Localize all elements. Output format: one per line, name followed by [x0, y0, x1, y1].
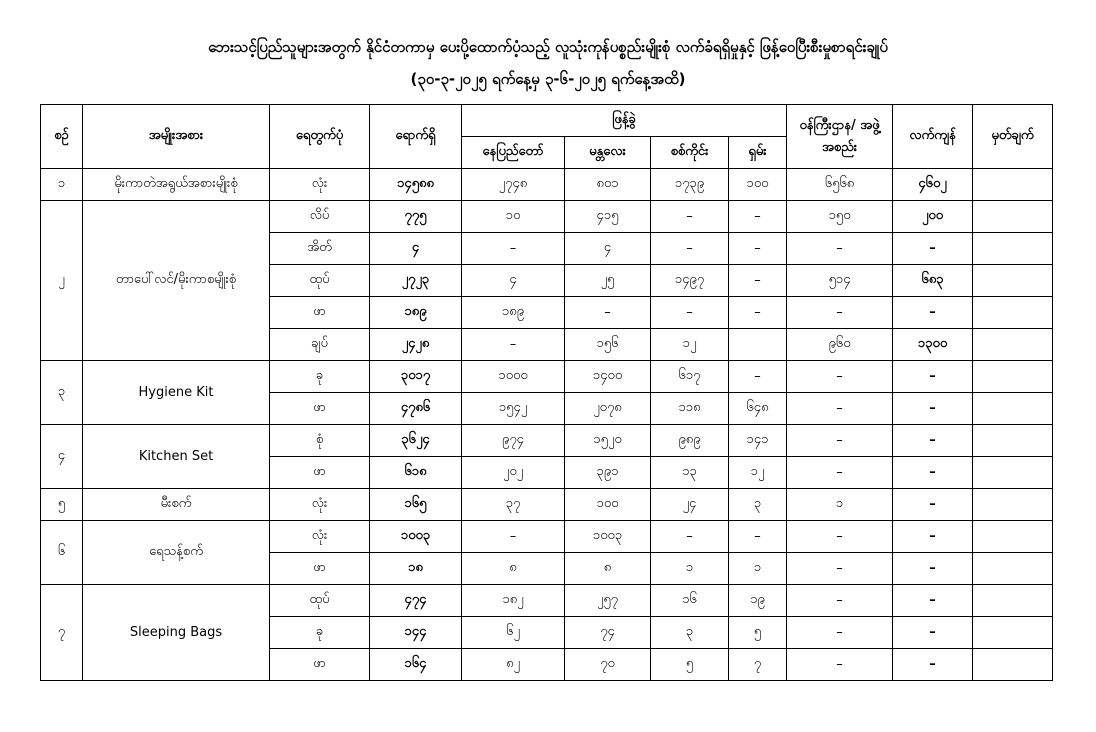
naypyitaw-cell: ၁၀: [462, 201, 565, 233]
header-mandalay: မန္တလေး: [565, 137, 651, 169]
remarks-cell: [973, 617, 1053, 649]
sagaing-cell: –: [651, 233, 729, 265]
naypyitaw-cell: ၈: [462, 553, 565, 585]
remarks-cell: [973, 457, 1053, 489]
unit-cell: ဖာ: [270, 553, 370, 585]
naypyitaw-cell: –: [462, 329, 565, 361]
distribution-table: [40, 104, 1053, 681]
header-shan: ရှမ်း: [729, 137, 787, 169]
received-cell: ၄: [370, 233, 462, 265]
balance-cell: –: [893, 233, 973, 265]
mandalay-cell: ၈၀၁: [565, 169, 651, 201]
ministries-cell: –: [787, 617, 893, 649]
item-cell: တာပေါ်လင်/မိုးကာစမျိုးစုံ: [83, 201, 270, 361]
balance-cell: –: [893, 489, 973, 521]
unit-cell: ထုပ်: [270, 585, 370, 617]
ministries-cell: ၁၅၀: [787, 201, 893, 233]
sagaing-cell: ၁၆: [651, 585, 729, 617]
remarks-cell: [973, 489, 1053, 521]
naypyitaw-cell: ၃၇: [462, 489, 565, 521]
serial-cell: ၇: [41, 585, 83, 681]
mandalay-cell: ၄: [565, 233, 651, 265]
mandalay-cell: ၁၀၀၃: [565, 521, 651, 553]
sagaing-cell: ၁၁၈: [651, 393, 729, 425]
balance-cell: ၄၆၀၂: [893, 169, 973, 201]
header-unit: ရေတွက်ပုံ: [270, 105, 370, 169]
table-row: [41, 361, 1053, 393]
table-row: [41, 425, 1053, 457]
unit-cell: ခု: [270, 361, 370, 393]
remarks-cell: [973, 169, 1053, 201]
naypyitaw-cell: ၁၀၀၀: [462, 361, 565, 393]
naypyitaw-cell: ၂၇၄၈: [462, 169, 565, 201]
ministries-cell: –: [787, 521, 893, 553]
remarks-cell: [973, 393, 1053, 425]
naypyitaw-cell: ၄: [462, 265, 565, 297]
shan-cell: –: [729, 361, 787, 393]
report-date-range: (၃၀-၃-၂၀၂၅ ရက်နေ့မှ ၃-၆-၂၀၂၅ ရက်နေ့အထိ): [410, 70, 686, 88]
ministries-cell: ၅၁၄: [787, 265, 893, 297]
ministries-cell: –: [787, 361, 893, 393]
received-cell: ၁၄၅၈၈: [370, 169, 462, 201]
sagaing-cell: ၂၄: [651, 489, 729, 521]
serial-cell: ၄: [41, 425, 83, 489]
item-cell: Kitchen Set: [83, 425, 270, 489]
received-cell: ၁၄၄: [370, 617, 462, 649]
received-cell: ၁၈: [370, 553, 462, 585]
item-cell: မီးစက်: [83, 489, 270, 521]
balance-cell: ၆၈၃: [893, 265, 973, 297]
naypyitaw-cell: ၆၂: [462, 617, 565, 649]
mandalay-cell: –: [565, 297, 651, 329]
shan-cell: –: [729, 233, 787, 265]
balance-cell: –: [893, 521, 973, 553]
table-header: [41, 105, 1053, 169]
ministries-cell: –: [787, 233, 893, 265]
sagaing-cell: ၁၇၃၉: [651, 169, 729, 201]
naypyitaw-cell: ၉၇၄: [462, 425, 565, 457]
serial-cell: ၃: [41, 361, 83, 425]
sagaing-cell: ၉၈၉: [651, 425, 729, 457]
balance-cell: –: [893, 457, 973, 489]
shan-cell: ၁၄၁: [729, 425, 787, 457]
balance-cell: –: [893, 585, 973, 617]
mandalay-cell: ၂၅၇: [565, 585, 651, 617]
mandalay-cell: ၁၀၀: [565, 489, 651, 521]
header-naypyitaw: နေပြည်တော်: [462, 137, 565, 169]
naypyitaw-cell: ၁၈၉: [462, 297, 565, 329]
naypyitaw-cell: ၂၀၂: [462, 457, 565, 489]
remarks-cell: [973, 265, 1053, 297]
sagaing-cell: ၅: [651, 649, 729, 681]
ministries-cell: –: [787, 553, 893, 585]
unit-cell: ထုပ်: [270, 265, 370, 297]
remarks-cell: [973, 201, 1053, 233]
received-cell: ၂၇၂၃: [370, 265, 462, 297]
unit-cell: အိတ်: [270, 233, 370, 265]
unit-cell: ချပ်: [270, 329, 370, 361]
unit-cell: စုံ: [270, 425, 370, 457]
naypyitaw-cell: ၁၈၂: [462, 585, 565, 617]
sagaing-cell: ၃: [651, 617, 729, 649]
unit-cell: ခု: [270, 617, 370, 649]
header-item: အမျိုးအစား: [83, 105, 270, 169]
remarks-cell: [973, 425, 1053, 457]
unit-cell: လုံး: [270, 489, 370, 521]
naypyitaw-cell: ၈၂: [462, 649, 565, 681]
mandalay-cell: ၁၄၀၀: [565, 361, 651, 393]
received-cell: ၂၄၂၈: [370, 329, 462, 361]
received-cell: ၇၇၅: [370, 201, 462, 233]
balance-cell: –: [893, 553, 973, 585]
sagaing-cell: –: [651, 297, 729, 329]
table-row: [41, 201, 1053, 233]
received-cell: ၄၇၈၆: [370, 393, 462, 425]
ministries-cell: –: [787, 425, 893, 457]
header-balance: လက်ကျန်: [893, 105, 973, 169]
remarks-cell: [973, 329, 1053, 361]
shan-cell: –: [729, 265, 787, 297]
unit-cell: ဖာ: [270, 393, 370, 425]
header-remarks: မှတ်ချက်: [973, 105, 1053, 169]
ministries-cell: –: [787, 585, 893, 617]
header-distributed: ဖြန့်ခွဲ: [462, 105, 787, 137]
shan-cell: –: [729, 201, 787, 233]
mandalay-cell: ၁၅၂၀: [565, 425, 651, 457]
balance-cell: –: [893, 425, 973, 457]
shan-cell: [729, 329, 787, 361]
remarks-cell: [973, 553, 1053, 585]
received-cell: ၃၀၁၇: [370, 361, 462, 393]
shan-cell: –: [729, 297, 787, 329]
ministries-cell: ၆၅၆၈: [787, 169, 893, 201]
header-ministries: ဝန်ကြီးဌာန/ အဖွဲ့အစည်း: [787, 105, 893, 169]
unit-cell: ဖာ: [270, 297, 370, 329]
mandalay-cell: ၃၉၁: [565, 457, 651, 489]
unit-cell: ဖာ: [270, 457, 370, 489]
ministries-cell: ၁: [787, 489, 893, 521]
received-cell: ၄၇၄: [370, 585, 462, 617]
sagaing-cell: ၁၄၉၇: [651, 265, 729, 297]
shan-cell: –: [729, 521, 787, 553]
table-row: [41, 489, 1053, 521]
mandalay-cell: ၇၀: [565, 649, 651, 681]
shan-cell: ၅: [729, 617, 787, 649]
header-received: ရောက်ရှိ: [370, 105, 462, 169]
sagaing-cell: ၁: [651, 553, 729, 585]
shan-cell: ၁၂: [729, 457, 787, 489]
remarks-cell: [973, 297, 1053, 329]
serial-cell: ၁: [41, 169, 83, 201]
sagaing-cell: –: [651, 201, 729, 233]
serial-cell: ၂: [41, 201, 83, 361]
item-cell: မိုးကာတဲအရွယ်အစားမျိုးစုံ: [83, 169, 270, 201]
sagaing-cell: ၁၂: [651, 329, 729, 361]
report-title: ဘေးသင့်ပြည်သူများအတွက် နိုင်ငံတကာမှ ပေးပို့ထောက်ပံ့သည့် လူသုံးကုန်ပစ္စည်းမျိုးစုံ လက်ခံရရှိမှုနှင့် ဖြန့်ဝေပြီးစီးမှုစာရင်းချုပ်: [208, 38, 888, 56]
mandalay-cell: ၄၁၅: [565, 201, 651, 233]
balance-cell: –: [893, 649, 973, 681]
naypyitaw-cell: –: [462, 521, 565, 553]
ministries-cell: ၉၆၀: [787, 329, 893, 361]
table-row: [41, 521, 1053, 553]
shan-cell: ၃: [729, 489, 787, 521]
mandalay-cell: ၁၅၆: [565, 329, 651, 361]
table-row: [41, 169, 1053, 201]
ministries-cell: –: [787, 457, 893, 489]
balance-cell: ၂၀၀: [893, 201, 973, 233]
mandalay-cell: ၇၄: [565, 617, 651, 649]
ministries-cell: –: [787, 297, 893, 329]
shan-cell: ၁၀၀: [729, 169, 787, 201]
sagaing-cell: ၆၁၇: [651, 361, 729, 393]
ministries-cell: –: [787, 393, 893, 425]
remarks-cell: [973, 585, 1053, 617]
naypyitaw-cell: ၁၅၄၂: [462, 393, 565, 425]
received-cell: ၆၁၈: [370, 457, 462, 489]
ministries-cell: –: [787, 649, 893, 681]
balance-cell: –: [893, 617, 973, 649]
header-sn: စဉ်: [41, 105, 83, 169]
item-cell: ရေသန့်စက်: [83, 521, 270, 585]
remarks-cell: [973, 361, 1053, 393]
received-cell: ၃၆၂၄: [370, 425, 462, 457]
balance-cell: –: [893, 297, 973, 329]
serial-cell: ၆: [41, 521, 83, 585]
serial-cell: ၅: [41, 489, 83, 521]
shan-cell: ၁: [729, 553, 787, 585]
unit-cell: လိပ်: [270, 201, 370, 233]
remarks-cell: [973, 649, 1053, 681]
table-row: [41, 585, 1053, 617]
item-cell: Hygiene Kit: [83, 361, 270, 425]
unit-cell: လုံး: [270, 521, 370, 553]
shan-cell: ၆၄၈: [729, 393, 787, 425]
sagaing-cell: –: [651, 521, 729, 553]
balance-cell: ၁၃၀၀: [893, 329, 973, 361]
received-cell: ၁၀၀၃: [370, 521, 462, 553]
naypyitaw-cell: –: [462, 233, 565, 265]
header-sagaing: စစ်ကိုင်း: [651, 137, 729, 169]
mandalay-cell: ၂၅: [565, 265, 651, 297]
unit-cell: ဖာ: [270, 649, 370, 681]
unit-cell: လုံး: [270, 169, 370, 201]
mandalay-cell: ၈: [565, 553, 651, 585]
received-cell: ၁၆၄: [370, 649, 462, 681]
table-body: [41, 169, 1053, 681]
received-cell: ၁၈၉: [370, 297, 462, 329]
item-cell: Sleeping Bags: [83, 585, 270, 681]
received-cell: ၁၆၅: [370, 489, 462, 521]
mandalay-cell: ၂၀၇၈: [565, 393, 651, 425]
sagaing-cell: ၁၃: [651, 457, 729, 489]
shan-cell: ၇: [729, 649, 787, 681]
shan-cell: ၁၉: [729, 585, 787, 617]
balance-cell: –: [893, 393, 973, 425]
remarks-cell: [973, 521, 1053, 553]
balance-cell: –: [893, 361, 973, 393]
remarks-cell: [973, 233, 1053, 265]
